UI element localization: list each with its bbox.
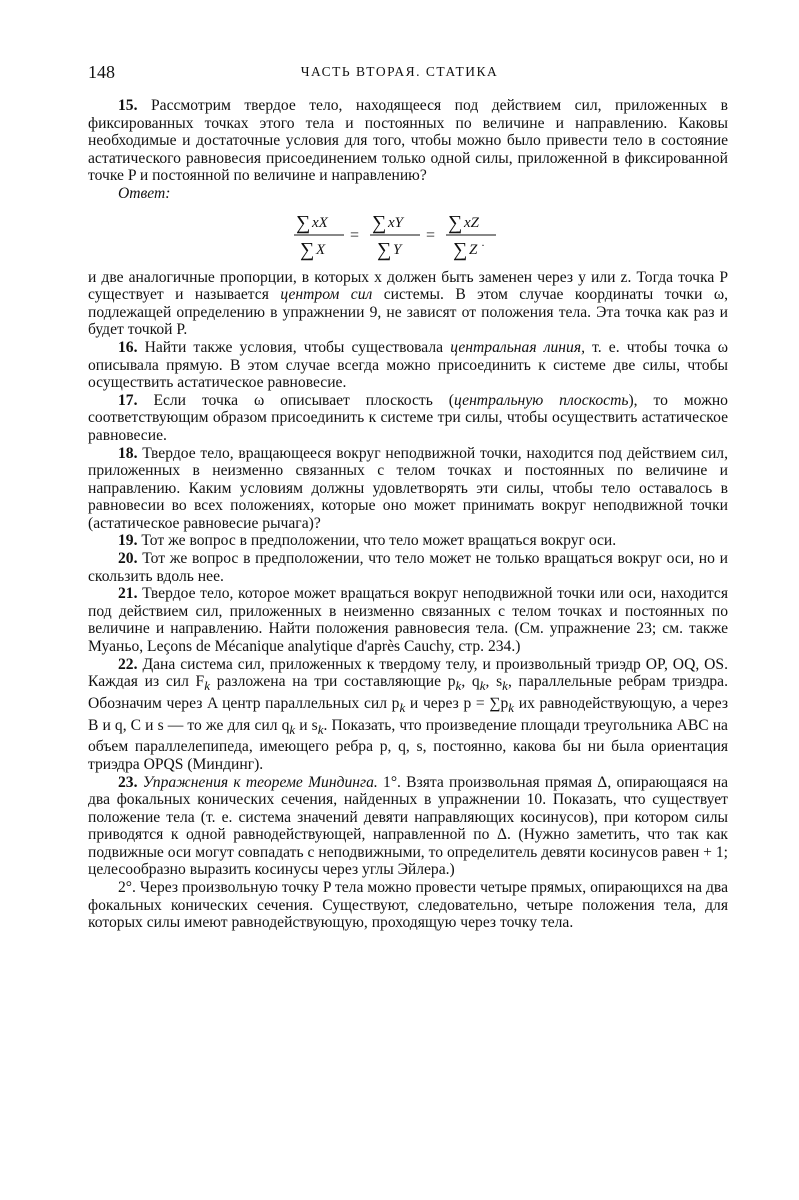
center-of-forces-formula — [88, 207, 728, 263]
page-number: 148 — [88, 62, 115, 82]
exercise-21: 21. Твердое тело, которое может вращаться вокруг неподвижной точки или оси, находится под действием сил, приложенных в неизменно связанных с телом точках и постоянных по величине и направлению. Найти положения равновесия тела. (См. упражнение 23; см. также Муаньо, Leçons de Mécanique analytique d'après Cauchy, стр. 234.) — [88, 585, 728, 656]
svg-text:xX: xX — [312, 214, 328, 231]
svg-text:=: = — [426, 226, 436, 244]
svg-text:∑: ∑ — [453, 238, 468, 261]
exercise-15: 15. Рассмотрим твердое тело, находящееся под действием сил, приложенных в фиксированных точках этого тела и постоянных по величине и направлению. Каковы необходимые и достаточные условия для того, чтобы можно было привести тело в состояние астатического равновесия присоединением только одной силы, приложенной в фиксированной точке P и постоянной по величине и направлению? — [88, 97, 728, 185]
svg-text:∑: ∑ — [300, 238, 315, 261]
exercise-18: 18. Твердое тело, вращающееся вокруг неподвижной точки, находится под действием сил, приложенных в неизменно связанных с телом точках и постоянных по величине и направлению. Каким условиям должны удовлетворять эти силы, чтобы тело оставалось в равновесии во всех положениях, которые оно может принимать вокруг неподвижной точки (астатическое равновесие рычага)? — [88, 444, 728, 532]
svg-text:Z: Z — [469, 241, 478, 258]
exercise-23: 23. Упражнения к теореме Миндинга. 1°. Взята произвольная прямая Δ, опирающаяся на два фокальных конических сечения, найденных в упражнении 10. Показать, что существует положение тела (т. е. система значений девяти направляющих косинусов), при котором силы приводятся к одной равнодействующей, направленной по Δ. (Нужно заметить, что так как подвижные оси могут совпадать с неподвижными, то определитель девяти косинусов равен + 1; целесообразно выразить косинусы через углы Эйлера.) — [88, 773, 728, 879]
exercise-16: 16. Найти также условия, чтобы существовала центральная линия, т. е. чтобы точка ω описывала прямую. В этом случае всегда можно присоединить к системе две силы, чтобы осуществить астатическое равновесие. — [88, 338, 728, 392]
svg-text:Y: Y — [393, 241, 402, 258]
page-body — [88, 97, 728, 932]
exercise-22: 22. Дана система сил, приложенных к твердому телу, и произвольный триэдр OP, OQ, OS. Каждая из сил $F_k$ разложена на три составляющие $p_k$, $q_k$, $s_k$, параллельные ребрам триэдра. Обозначим через A центр параллельных сил $p_k$ и через $p = \sum p_k$ их равнодействующую, а через B и q, C и s — то же для сил $q_k$ и $s_k$. Показать, что произведение площади треугольника ABC на объем параллелепипеда, имеющего ребра p, q, s, постоянно, какова бы ни была ориентация триэдра OPQS (Миндинг). — [88, 655, 729, 773]
svg-text:X: X — [316, 241, 326, 258]
svg-text:∑: ∑ — [372, 211, 387, 234]
svg-text:xY: xY — [388, 214, 403, 231]
svg-text:∑: ∑ — [448, 211, 463, 234]
svg-text:∑: ∑ — [377, 238, 392, 261]
formula-svg — [288, 207, 528, 263]
svg-text:∑: ∑ — [296, 211, 311, 234]
svg-text:·: · — [481, 237, 485, 252]
exercise-19: 19. Тот же вопрос в предположении, что тело может вращаться вокруг оси. — [118, 532, 617, 550]
exercise-17: 17. Если точка ω описывает плоскость (центральную плоскость), то можно соответствующим образом присоединить к системе три силы, чтобы осуществить астатическое равновесие. — [88, 391, 728, 444]
svg-text:xZ: xZ — [464, 214, 479, 231]
exercise-20: 20. Тот же вопрос в предположении, что тело может не только вращаться вокруг оси, но и скользить вдоль нее. — [88, 550, 729, 585]
exercise-23-part-2: 2°. Через произвольную точку P тела можно провести четыре прямых, опирающихся на два фокальных конических сечения. Существуют, следовательно, четыре положения тела, для которых силы имеют равнодействующую, проходящую через точку тела. — [88, 879, 728, 932]
answer-label: Ответ: — [118, 184, 171, 202]
running-title: ЧАСТЬ ВТОРАЯ. СТАТИКА — [300, 64, 499, 79]
svg-text:=: = — [350, 226, 360, 244]
exercise-15-continuation: и две аналогичные пропорции, в которых x должен быть заменен через y или z. Тогда точка P существует и называется центром сил системы. В этом случае координаты точки ω, подлежащей определению в упражнении 9, не зависят от положения тела. Эта точка как раз и будет точкой P. — [88, 268, 728, 339]
